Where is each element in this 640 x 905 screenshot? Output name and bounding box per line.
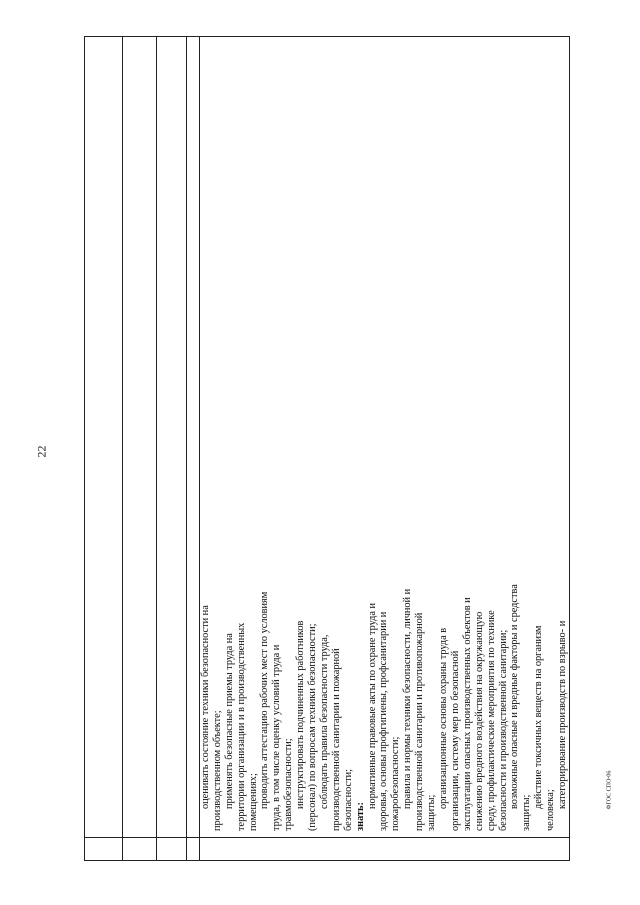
competency-line: инструктировать подчиненных работников: [295, 620, 307, 809]
competency-line: производственном объекте;: [211, 710, 223, 831]
table-cell-discipline: [123, 37, 156, 837]
competency-text: [200, 37, 569, 837]
competency-line: соблюдать правила безопасности труда,: [318, 634, 330, 809]
competency-line: безопасности и производственной санитарии;: [497, 629, 509, 831]
table-cell-extra: [187, 37, 199, 837]
competency-line: (персонал) по вопросам техники безопасности;: [307, 623, 319, 831]
competency-line: защиты;: [426, 794, 438, 831]
table-row-code: [85, 37, 123, 860]
table-cell-index: [85, 837, 122, 860]
competency-line: производственной санитарии и пожарной: [330, 648, 342, 831]
competency-line: категорирование производств по взрыво- и: [557, 620, 569, 809]
table-cell-code: [85, 37, 122, 837]
competency-line: действие токсичных веществ на организм: [533, 625, 545, 809]
competency-line: знать:: [354, 802, 366, 831]
competency-line: организации, систему мер по безопасной: [449, 650, 461, 831]
competency-line: производственной санитарии и противопожарной: [414, 612, 426, 831]
competency-line: человека;: [545, 789, 557, 831]
table-cell-index: [187, 837, 199, 860]
table-row-extra: [187, 37, 200, 860]
competency-line: применять безопасные приемы труда на: [223, 633, 235, 809]
competency-line: труда, в том числе оценку условий труда и: [271, 644, 283, 831]
table-row-competencies: [200, 37, 569, 860]
competency-line: среду, профилактические мероприятия по технике: [485, 610, 497, 831]
competency-line: снижению вредного воздействия на окружающую: [473, 611, 485, 831]
table-cell-index: [157, 837, 186, 860]
table-cell-index: [123, 837, 156, 860]
table-rotated-frame: [84, 36, 570, 861]
table-cell-index: [200, 837, 569, 860]
competency-line: проводить аттестацию рабочих мест по условиям: [259, 591, 271, 809]
competency-line: нормативные правовые акты по охране труда и: [366, 602, 378, 809]
competency-line: защиты;: [521, 794, 533, 831]
competency-line: территории организации и в производственных: [235, 622, 247, 831]
competency-line: помещениях;: [247, 773, 259, 831]
rotated-table: [84, 36, 570, 861]
competency-line: правила и нормы техники безопасности, личной и: [402, 588, 414, 809]
table-cell-hours: [157, 37, 186, 837]
page-number: 22: [34, 445, 49, 458]
competency-line: возможные опасные и вредные факторы и средства: [509, 584, 521, 809]
table-row-hours: [157, 37, 187, 860]
table-row-discipline: [123, 37, 157, 860]
competency-line: оценивать состояние техники безопасности на: [199, 605, 211, 809]
competency-line: безопасности;: [342, 769, 354, 831]
competency-line: организационные основы охраны труда в: [438, 627, 450, 809]
document-footer: ФГОС СПО-06: [606, 770, 613, 810]
competency-line: травмобезопасности;: [283, 738, 295, 831]
competency-line: здоровья, основы профгигиены, профсанитарии и: [378, 611, 390, 831]
competency-line: пожаробезопасности;: [390, 736, 402, 831]
competency-line: эксплуатации опасных производственных объектов и: [461, 597, 473, 831]
